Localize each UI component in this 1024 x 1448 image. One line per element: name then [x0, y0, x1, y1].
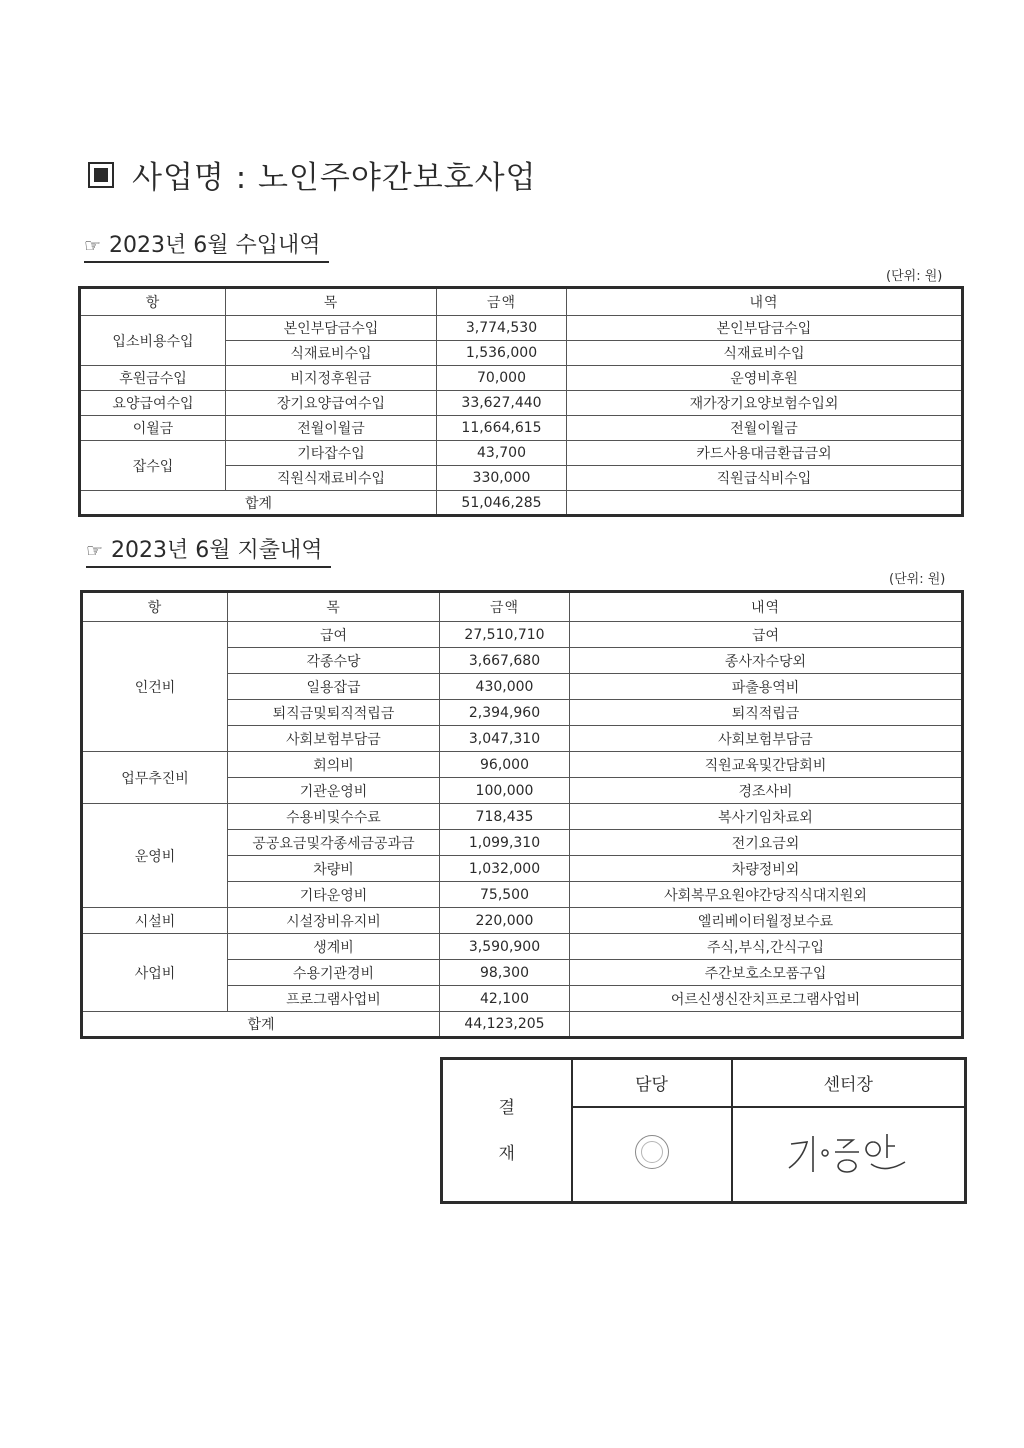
amount-cell: 3,047,310	[440, 726, 570, 752]
mok-cell: 수용기관경비	[228, 960, 440, 986]
mok-cell: 급여	[228, 622, 440, 648]
mok-cell: 비지정후원금	[226, 366, 437, 391]
expense-heading-text: 2023년 6월 지출내역	[111, 538, 323, 563]
detail-cell: 전기요금외	[570, 830, 963, 856]
expense-heading	[86, 533, 331, 568]
mok-cell: 시설장비유지비	[228, 908, 440, 934]
mok-cell: 생계비	[228, 934, 440, 960]
amount-cell: 3,590,900	[440, 934, 570, 960]
amount-cell: 27,510,710	[440, 622, 570, 648]
total-detail	[567, 491, 963, 516]
approval-label-bottom: 재	[498, 1143, 515, 1164]
detail-cell: 주간보호소모품구입	[570, 960, 963, 986]
detail-cell: 퇴직적립금	[570, 700, 963, 726]
col-header-mok: 목	[228, 592, 440, 622]
page-title-text: 사업명 : 노인주야간보호사업	[132, 160, 537, 196]
mok-cell: 퇴직금및퇴직적립금	[228, 700, 440, 726]
col-header-mok: 목	[226, 288, 437, 316]
hang-cell: 이월금	[80, 416, 226, 441]
detail-cell: 운영비후원	[567, 366, 963, 391]
detail-cell: 본인부담금수입	[567, 316, 963, 341]
mok-cell: 기타잡수입	[226, 441, 437, 466]
amount-cell: 430,000	[440, 674, 570, 700]
table-row	[82, 934, 963, 960]
col-header-amount: 금액	[440, 592, 570, 622]
mok-cell: 일용잡급	[228, 674, 440, 700]
hang-cell: 업무추진비	[82, 752, 228, 804]
col-header-hang: 항	[82, 592, 228, 622]
detail-cell: 사회복무요원야간당직식대지원외	[570, 882, 963, 908]
detail-cell: 직원교육및간담회비	[570, 752, 963, 778]
hang-cell: 입소비용수입	[80, 316, 226, 366]
col-header-hang: 항	[80, 288, 226, 316]
income-unit: (단위: 원)	[886, 269, 943, 284]
detail-cell: 카드사용대금환급금외	[567, 441, 963, 466]
hang-cell: 운영비	[82, 804, 228, 908]
total-row	[80, 491, 963, 516]
detail-cell: 어르신생신잔치프로그램사업비	[570, 986, 963, 1012]
pointing-hand-icon: ☞	[84, 235, 102, 257]
signature-image	[773, 1122, 923, 1182]
detail-cell: 재가장기요양보험수입외	[567, 391, 963, 416]
page-title	[88, 152, 537, 197]
mok-cell: 차량비	[228, 856, 440, 882]
detail-cell: 주식,부식,간식구입	[570, 934, 963, 960]
detail-cell: 복사기임차료외	[570, 804, 963, 830]
mok-cell: 수용비및수수료	[228, 804, 440, 830]
detail-cell: 파출용역비	[570, 674, 963, 700]
table-row	[82, 622, 963, 648]
amount-cell: 3,774,530	[437, 316, 567, 341]
table-row	[82, 752, 963, 778]
hang-cell: 시설비	[82, 908, 228, 934]
hang-cell: 요양급여수입	[80, 391, 226, 416]
detail-cell: 사회보험부담금	[570, 726, 963, 752]
amount-cell: 98,300	[440, 960, 570, 986]
col-header-detail: 내역	[567, 288, 963, 316]
amount-cell: 75,500	[440, 882, 570, 908]
approval-label	[442, 1059, 572, 1203]
detail-cell: 직원급식비수입	[567, 466, 963, 491]
hang-cell: 인건비	[82, 622, 228, 752]
table-row	[82, 908, 963, 934]
detail-cell: 전월이월금	[567, 416, 963, 441]
col-header-detail: 내역	[570, 592, 963, 622]
total-row	[82, 1012, 963, 1038]
director-signature-cell	[732, 1107, 966, 1203]
mok-cell: 사회보험부담금	[228, 726, 440, 752]
hang-cell: 사업비	[82, 934, 228, 1012]
mok-cell: 장기요양급여수입	[226, 391, 437, 416]
amount-cell: 1,099,310	[440, 830, 570, 856]
detail-cell: 엘리베이터월정보수료	[570, 908, 963, 934]
mok-cell: 직원식재료비수입	[226, 466, 437, 491]
hang-cell: 후원금수입	[80, 366, 226, 391]
amount-cell: 1,032,000	[440, 856, 570, 882]
amount-cell: 220,000	[440, 908, 570, 934]
amount-cell: 33,627,440	[437, 391, 567, 416]
mok-cell: 각종수당	[228, 648, 440, 674]
mok-cell: 공공요금및각종세금공과금	[228, 830, 440, 856]
amount-cell: 3,667,680	[440, 648, 570, 674]
table-row	[80, 416, 963, 441]
table-row	[82, 804, 963, 830]
amount-cell: 2,394,960	[440, 700, 570, 726]
hang-cell: 잡수입	[80, 441, 226, 491]
black-square-icon	[88, 162, 114, 188]
expense-unit: (단위: 원)	[889, 572, 946, 587]
table-row	[80, 391, 963, 416]
total-detail	[570, 1012, 963, 1038]
total-amount: 51,046,285	[437, 491, 567, 516]
total-label: 합계	[82, 1012, 440, 1038]
amount-cell: 718,435	[440, 804, 570, 830]
mok-cell: 전월이월금	[226, 416, 437, 441]
table-row	[80, 366, 963, 391]
mok-cell: 회의비	[228, 752, 440, 778]
approval-col-director: 센터장	[732, 1059, 966, 1107]
approval-col-staff: 담당	[572, 1059, 732, 1107]
detail-cell: 경조사비	[570, 778, 963, 804]
amount-cell: 1,536,000	[437, 341, 567, 366]
amount-cell: 42,100	[440, 986, 570, 1012]
mok-cell: 프로그램사업비	[228, 986, 440, 1012]
mok-cell: 기타운영비	[228, 882, 440, 908]
income-heading	[84, 228, 329, 263]
seal-stamp-icon	[635, 1135, 669, 1169]
total-label: 합계	[80, 491, 437, 516]
pointing-hand-icon: ☞	[86, 540, 104, 562]
mok-cell: 본인부담금수입	[226, 316, 437, 341]
total-amount: 44,123,205	[440, 1012, 570, 1038]
mok-cell: 식재료비수입	[226, 341, 437, 366]
amount-cell: 70,000	[437, 366, 567, 391]
expense-table	[80, 590, 964, 1039]
detail-cell: 급여	[570, 622, 963, 648]
mok-cell: 기관운영비	[228, 778, 440, 804]
approval-box	[440, 1057, 967, 1204]
income-table	[78, 286, 964, 517]
amount-cell: 43,700	[437, 441, 567, 466]
col-header-amount: 금액	[437, 288, 567, 316]
detail-cell: 차량정비외	[570, 856, 963, 882]
approval-label-top: 결	[498, 1097, 515, 1118]
detail-cell: 종사자수당외	[570, 648, 963, 674]
amount-cell: 11,664,615	[437, 416, 567, 441]
amount-cell: 100,000	[440, 778, 570, 804]
income-heading-text: 2023년 6월 수입내역	[109, 233, 321, 258]
table-row	[80, 316, 963, 341]
staff-seal-cell	[572, 1107, 732, 1203]
table-row	[80, 441, 963, 466]
amount-cell: 330,000	[437, 466, 567, 491]
detail-cell: 식재료비수입	[567, 341, 963, 366]
amount-cell: 96,000	[440, 752, 570, 778]
